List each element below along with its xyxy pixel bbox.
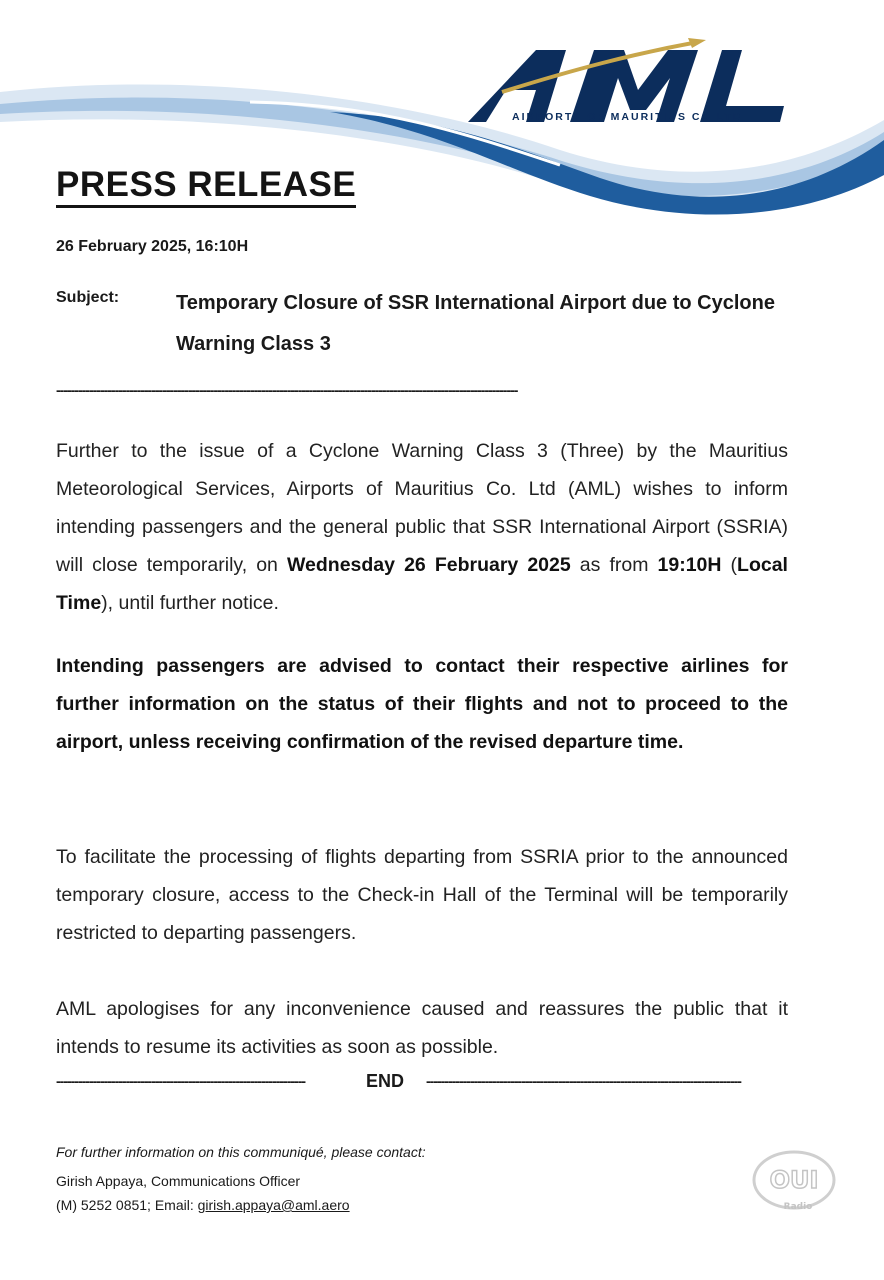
end-divider-right: --------------------------------------------------------------------------------------: [426, 1073, 741, 1089]
paragraph-text: ), until further notice.: [101, 592, 279, 614]
end-label: END: [366, 1071, 405, 1091]
paragraph-text: as from: [570, 554, 658, 576]
watermark-subtext: Radio: [783, 1202, 813, 1212]
oui-radio-watermark-icon: [748, 1146, 838, 1216]
contact-name: Girish Appaya, Communications Officer: [56, 1173, 301, 1189]
page-title: PRESS RELEASE: [56, 166, 356, 208]
release-date: 26 February 2025, 16:10H: [56, 238, 249, 255]
time-zone: Local Time: [56, 554, 788, 614]
subject-text: Temporary Closure of SSR International Airport due to Cyclone Warning Class 3: [176, 292, 775, 355]
contact-details: [56, 1197, 350, 1213]
end-marker: [56, 1073, 788, 1095]
closure-date: Wednesday 26 February 2025: [286, 554, 571, 576]
paragraph-text: Further to the issue of a Cyclone Warning Class 3 (Three) by the Mauritius Meteorological Services, Airports of Mauritius Co. Ltd (AML) wishes to inform intending passengers and the general public that SSR International Airport (SSRIA) will close temporarily, on: [56, 440, 788, 576]
paragraph-check-in-restriction: To facilitate the processing of flights departing from SSRIA prior to the announced temporary closure, access to the Check-in Hall of the Terminal will be temporarily restricted to departing passengers.: [56, 846, 788, 944]
contact-email-link[interactable]: girish.appaya@aml.aero: [197, 1197, 350, 1213]
paragraph-passenger-advice: Intending passengers are advised to contact their respective airlines for further information on the status of their flights and not to proceed to the airport, unless receiving confirmation of the revised departure time.: [56, 655, 788, 753]
closure-time: 19:10H: [657, 554, 722, 576]
subject-label: Subject:: [56, 289, 120, 306]
watermark-text: OUI: [769, 1166, 819, 1194]
contact-intro: For further information on this communiqué, please contact:: [56, 1144, 426, 1160]
paragraph-closure-notice: [56, 432, 788, 622]
contact-phone: (M) 5252 0851; Email:: [56, 1197, 198, 1213]
end-divider-left: --------------------------------------------------------------------: [56, 1073, 306, 1089]
paragraph-apology: AML apologises for any inconvenience caused and reassures the public that it intends to resume its activities as soon as possible.: [56, 998, 788, 1058]
logo-tagline: AIRPORTS OF MAURITIUS CO LTD: [512, 111, 743, 123]
section-divider: ------------------------------------------------------------------------------------------------------------------------------: [56, 382, 518, 398]
paragraph-text: (: [721, 554, 738, 576]
